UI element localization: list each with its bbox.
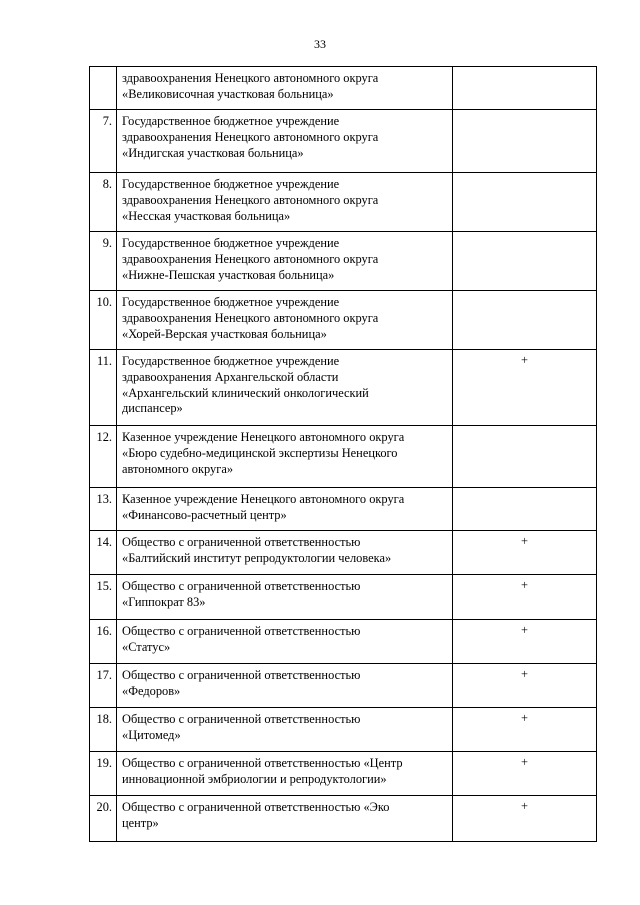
participation-mark: [453, 232, 597, 291]
organization-name: [117, 291, 453, 350]
organization-name-line: «Архангельский клинический онкологический: [122, 385, 369, 400]
organization-name-line: Общество с ограниченной ответственностью: [122, 624, 361, 638]
organization-name-line: «Статус»: [122, 639, 171, 654]
participation-mark: +: [453, 708, 597, 752]
organization-name-line: Государственное бюджетное учреждение: [122, 295, 340, 309]
page-number: 33: [314, 37, 326, 51]
organization-name-line: здравоохранения Архангельской области: [122, 369, 339, 384]
organization-name: [117, 752, 453, 796]
organization-name-line: здравоохранения Ненецкого автономного округа: [122, 251, 379, 266]
organization-name: [117, 796, 453, 842]
organization-name-line: инновационной эмбриологии и репродуктологии»: [122, 771, 387, 786]
row-number: 19.: [90, 752, 117, 796]
participation-mark: +: [453, 796, 597, 842]
participation-mark: [453, 426, 597, 488]
organization-name-line: здравоохранения Ненецкого автономного округа: [122, 192, 379, 207]
row-number: 13.: [90, 488, 117, 531]
organization-name-line: Общество с ограниченной ответственностью: [122, 535, 361, 549]
table-row: [90, 796, 597, 842]
table-row: [90, 752, 597, 796]
row-number: 8.: [90, 173, 117, 232]
table-row: [90, 664, 597, 708]
participation-mark: [453, 67, 597, 110]
participation-mark: [453, 110, 597, 173]
participation-mark: [453, 488, 597, 531]
organization-name-line: «Бюро судебно-медицинской экспертизы Ненецкого: [122, 445, 398, 460]
organization-name: [117, 426, 453, 488]
row-number: 7.: [90, 110, 117, 173]
organization-name: [117, 232, 453, 291]
organization-name-line: Общество с ограниченной ответственностью: [122, 668, 361, 682]
organization-name-line: «Финансово-расчетный центр»: [122, 507, 287, 522]
organization-name-line: Общество с ограниченной ответственностью «Эко: [122, 800, 390, 814]
organization-name-line: «Индигская участковая больница»: [122, 145, 304, 160]
participation-mark: +: [453, 531, 597, 575]
organization-name-line: диспансер»: [122, 401, 183, 416]
organization-name-line: Казенное учреждение Ненецкого автономного округа: [122, 492, 405, 506]
organization-name-line: Общество с ограниченной ответственностью: [122, 712, 361, 726]
organization-name: [117, 531, 453, 575]
organization-name-line: «Несская участковая больница»: [122, 208, 291, 223]
organization-name: [117, 708, 453, 752]
organization-name-line: Государственное бюджетное учреждение: [122, 177, 340, 191]
organization-name-line: здравоохранения Ненецкого автономного округа: [122, 310, 379, 325]
row-number: 15.: [90, 575, 117, 620]
participation-mark: +: [453, 664, 597, 708]
organization-name: [117, 110, 453, 173]
organization-name: [117, 173, 453, 232]
organization-name: [117, 350, 453, 426]
table-row: [90, 110, 597, 173]
organizations-table: [89, 66, 597, 842]
row-number: 20.: [90, 796, 117, 842]
table-row: [90, 350, 597, 426]
row-number: 14.: [90, 531, 117, 575]
row-number: 12.: [90, 426, 117, 488]
organization-name-line: Общество с ограниченной ответственностью: [122, 579, 361, 593]
table-row: [90, 173, 597, 232]
organization-name-line: «Гиппократ 83»: [122, 594, 206, 609]
row-number: 11.: [90, 350, 117, 426]
table-row: [90, 488, 597, 531]
participation-mark: +: [453, 350, 597, 426]
organization-name-line: «Федоров»: [122, 683, 181, 698]
organization-name-line: «Цитомед»: [122, 727, 181, 742]
organization-name: [117, 67, 453, 110]
row-number: [90, 67, 117, 110]
organization-name-line: Государственное бюджетное учреждение: [122, 236, 340, 250]
row-number: 17.: [90, 664, 117, 708]
participation-mark: [453, 291, 597, 350]
row-number: 10.: [90, 291, 117, 350]
organization-name-line: здравоохранения Ненецкого автономного округа: [122, 129, 379, 144]
row-number: 16.: [90, 620, 117, 664]
organization-name-line: Государственное бюджетное учреждение: [122, 354, 340, 368]
organization-name-line: «Хорей-Верская участковая больница»: [122, 326, 327, 341]
organization-name: [117, 620, 453, 664]
table-row: [90, 67, 597, 110]
organization-name-line: «Балтийский институт репродуктологии человека»: [122, 550, 392, 565]
participation-mark: +: [453, 752, 597, 796]
row-number: 18.: [90, 708, 117, 752]
participation-mark: +: [453, 620, 597, 664]
organization-name: [117, 664, 453, 708]
organization-name-line: Казенное учреждение Ненецкого автономного округа: [122, 430, 405, 444]
table-row: [90, 426, 597, 488]
organization-name-line: «Великовисочная участковая больница»: [122, 86, 334, 101]
row-number: 9.: [90, 232, 117, 291]
table-row: [90, 531, 597, 575]
organization-name-line: «Нижне-Пешская участковая больница»: [122, 267, 335, 282]
organization-name-line: здравоохранения Ненецкого автономного округа: [122, 71, 379, 85]
organization-name-line: Государственное бюджетное учреждение: [122, 114, 340, 128]
organization-name-line: Общество с ограниченной ответственностью «Центр: [122, 756, 403, 770]
participation-mark: [453, 173, 597, 232]
table-body: [90, 67, 597, 842]
table-row: [90, 575, 597, 620]
organization-name: [117, 488, 453, 531]
table-row: [90, 291, 597, 350]
organization-name-line: автономного округа»: [122, 461, 234, 476]
participation-mark: +: [453, 575, 597, 620]
table-row: [90, 708, 597, 752]
organization-name-line: центр»: [122, 815, 159, 830]
table-row: [90, 232, 597, 291]
organization-name: [117, 575, 453, 620]
table-row: [90, 620, 597, 664]
